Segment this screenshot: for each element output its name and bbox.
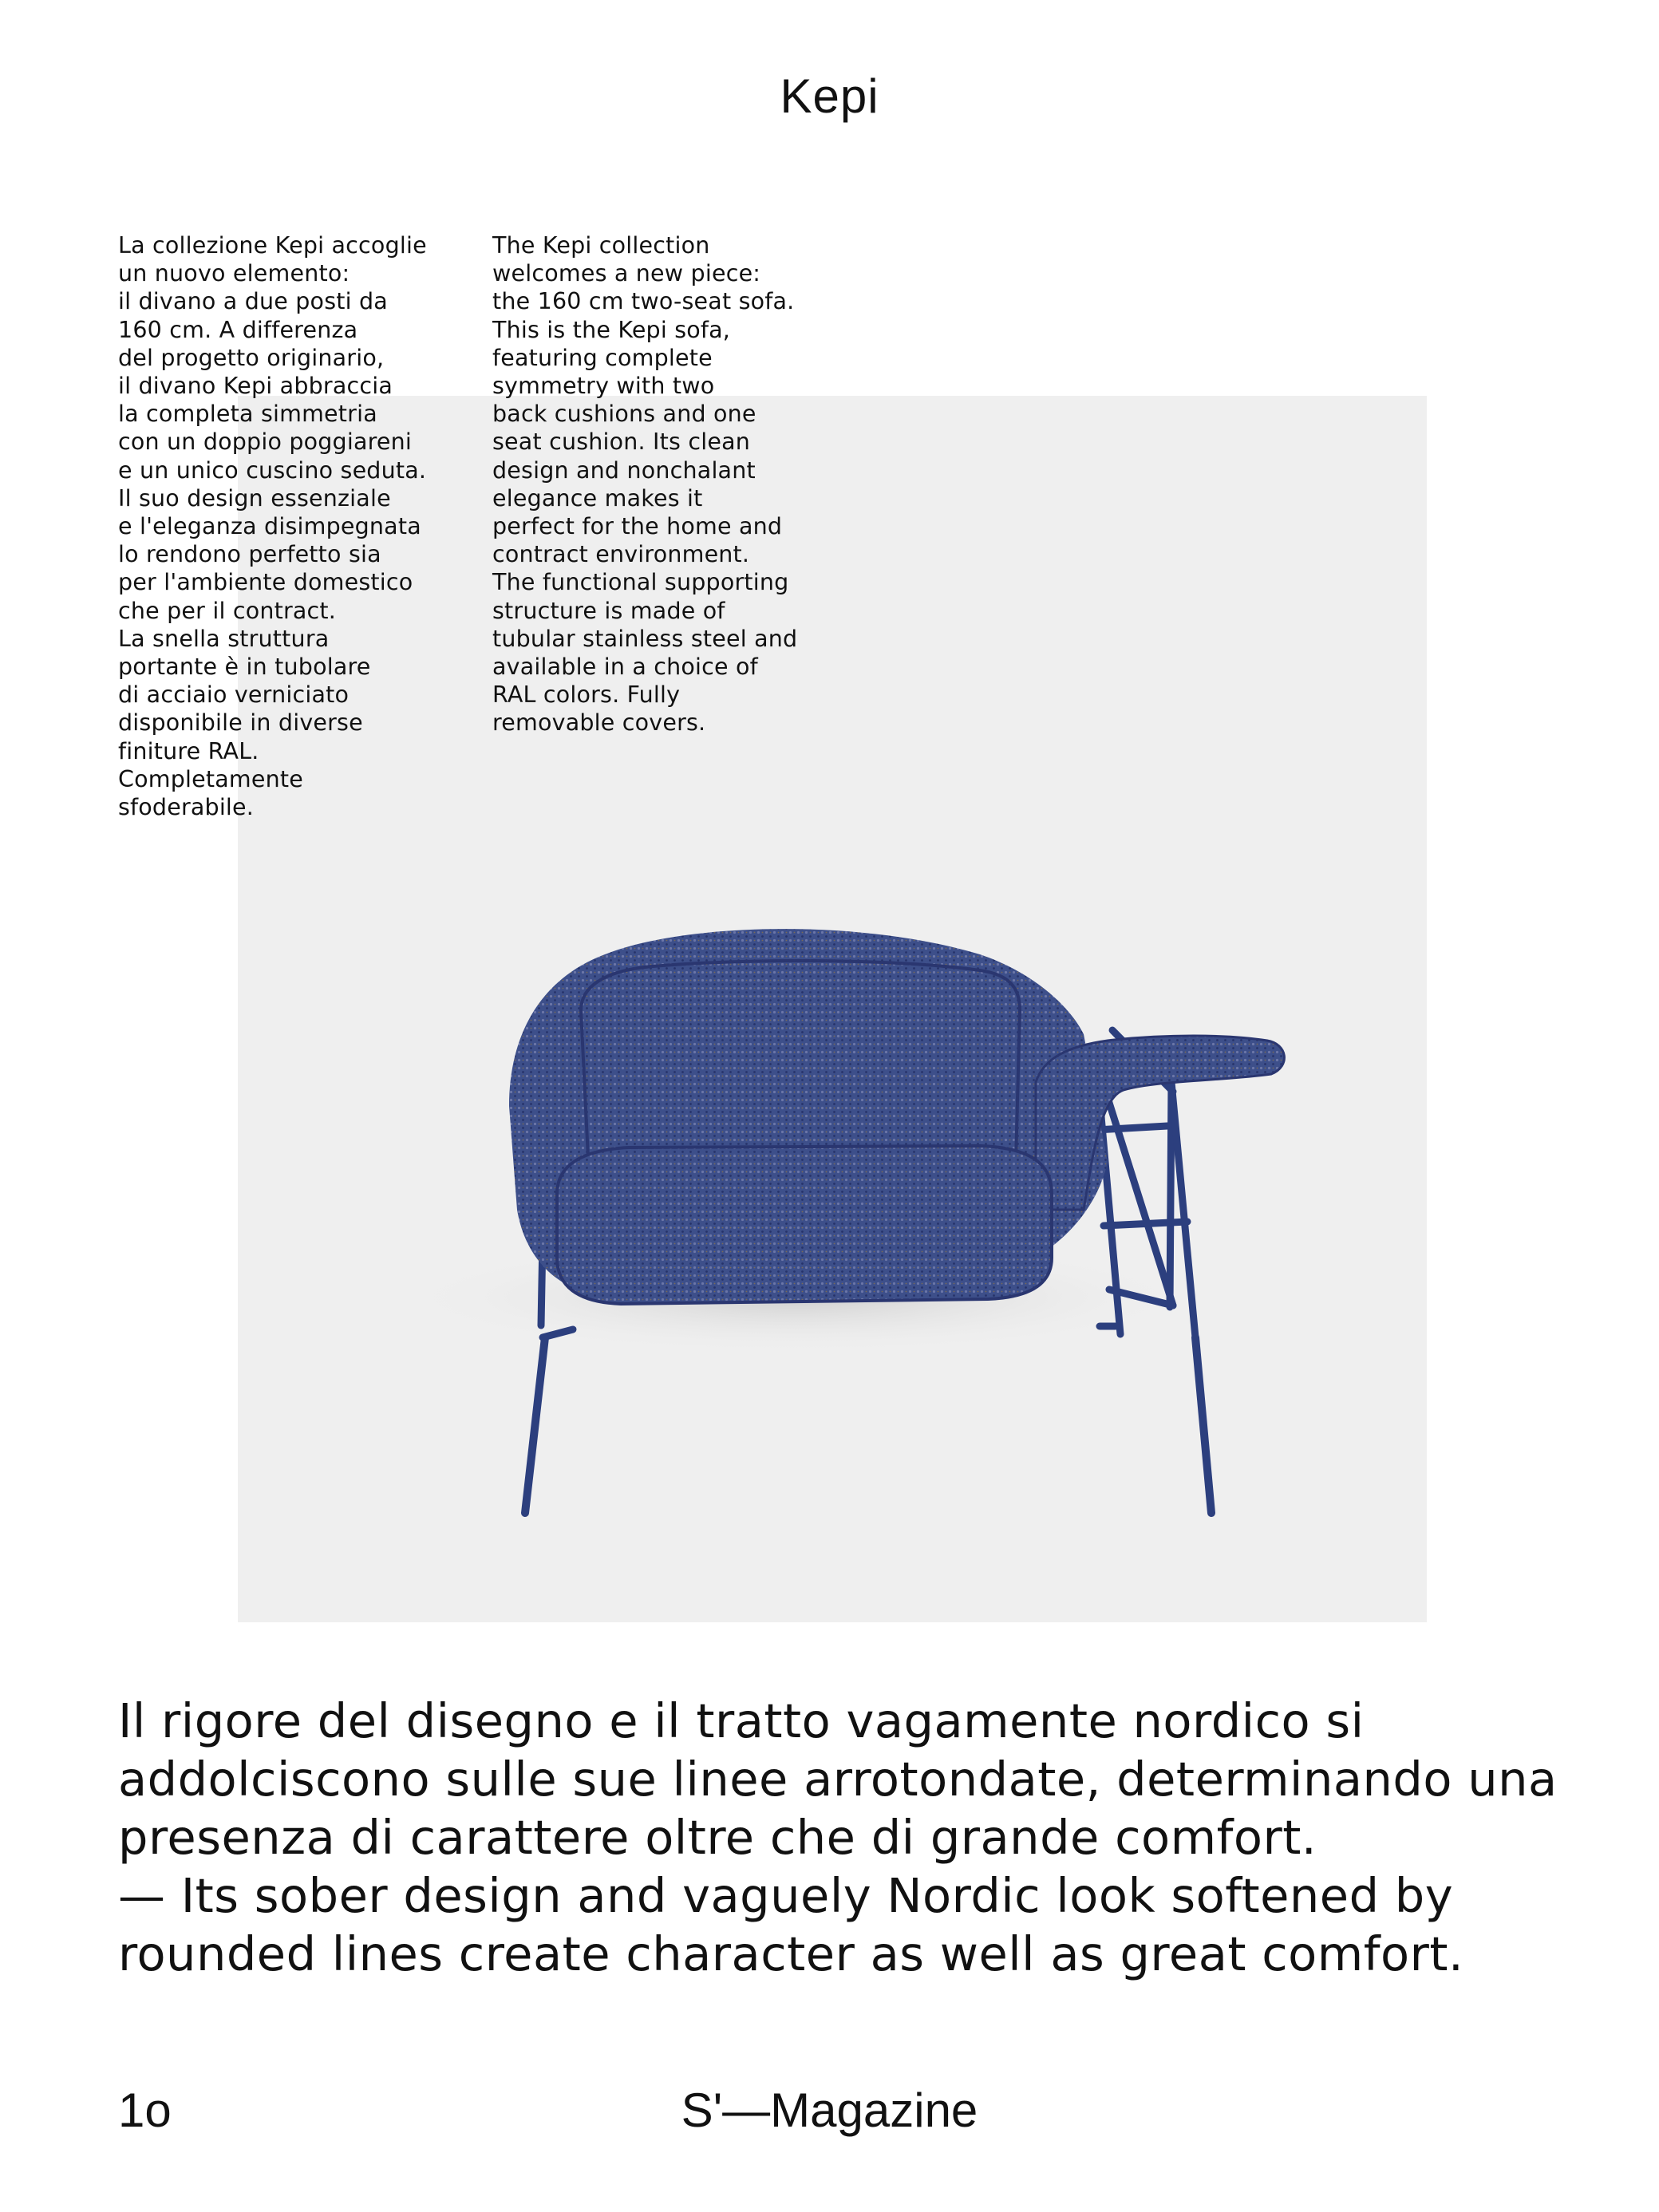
page-title: Kepi	[780, 69, 879, 123]
seat-cushion	[557, 1146, 1052, 1304]
page-number: 1o	[118, 2084, 172, 2137]
quote-italian: Il rigore del disegno e il tratto vagamente nordico si addolciscono sulle sue linee arrotondate, determinando una presenza di carattere oltre che di grande comfort.	[118, 1693, 1558, 1865]
front-legs	[525, 1337, 1211, 1513]
back-cushion	[581, 961, 1020, 1174]
intro-italian: La collezione Kepi accoglie un nuovo elemento: il divano a due posti da 160 cm. A differenza del progetto originario, il divano Kepi abbraccia la completa simmetria con un doppio poggiareni e un unico cuscino seduta. Il suo design essenziale e l'eleganza disimpegnata lo rendono perfetto sia per l'ambiente domestico che per il contract. La snella struttura portante è in tubolare di acciaio verniciato disponibile in diverse finiture RAL. Completamente sfoderabile.	[118, 232, 427, 821]
pull-quote	[118, 1692, 1618, 1983]
armrest	[1036, 1036, 1284, 1210]
quote-english: — Its sober design and vaguely Nordic look softened by rounded lines create character as well as great comfort.	[118, 1868, 1464, 1981]
intro-english: The Kepi collection welcomes a new piece: the 160 cm two-seat sofa. This is the Kepi sofa, featuring complete symmetry with two back cushions and one seat cushion. Its clean design and nonchalant elegance makes it perfect for the home and contract environment. The functional supporting structure is made of tubular stainless steel and available in a choice of RAL colors. Fully removable covers.	[492, 232, 798, 737]
publication-name: S'—Magazine	[681, 2084, 978, 2137]
